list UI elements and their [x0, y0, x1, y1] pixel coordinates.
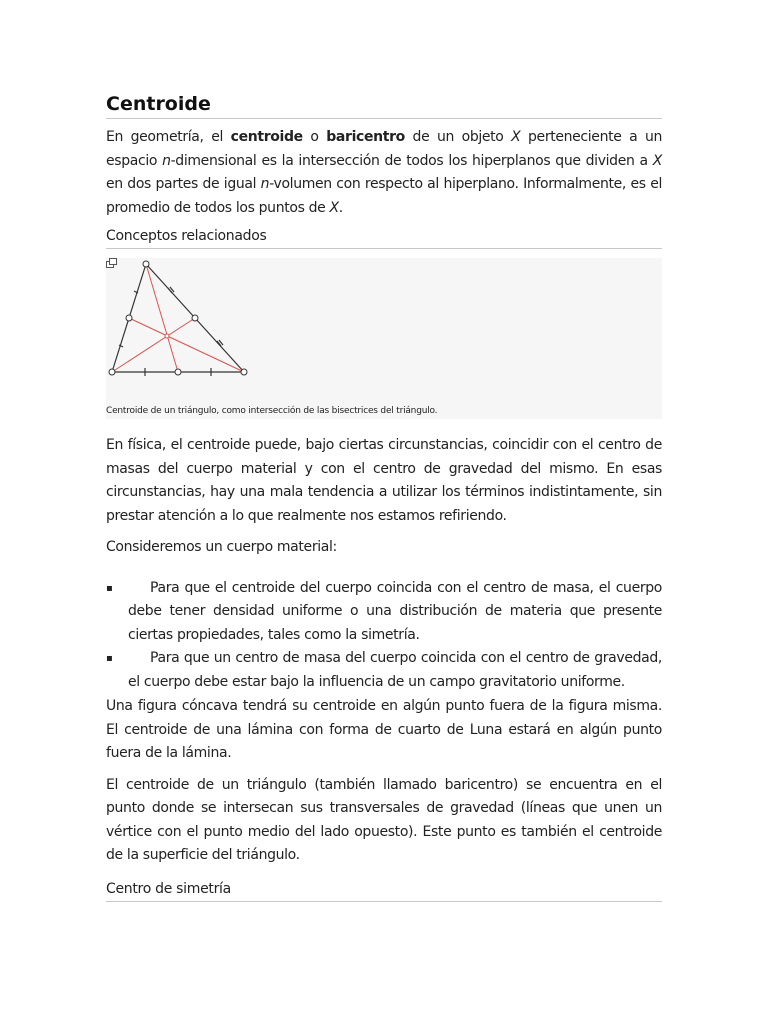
paragraph-consideremos: Consideremos un cuerpo material: — [106, 539, 337, 555]
magnify-icon[interactable] — [106, 258, 118, 268]
article — [106, 90, 662, 902]
bullet-list — [106, 577, 662, 695]
intro-paragraph: En geometría, el centroide o baricentro de un objeto X perteneciente a un espacio n-dimensional es la intersección de todos los hiperplanos que dividen a X en dos partes de igual n-volumen con respecto al hiperplano. Informalmente, es el promedio de todos los puntos de X. — [106, 129, 663, 216]
centroid-point — [165, 334, 169, 338]
median-a — [146, 264, 178, 372]
triangle-diagram — [106, 258, 662, 419]
list-item: ▪ Para que el centroide del cuerpo coincida con el centro de masa, el cuerpo debe tener densidad uniforme o una distribución de materia que presente ciertas propiedades, tales como la simetría. — [106, 577, 662, 648]
median-c — [129, 318, 244, 372]
term-baricentro: baricentro — [326, 129, 405, 145]
vertex-point — [109, 369, 115, 375]
paragraph-triangulo: El centroide de un triángulo (también llamado baricentro) se encuentra en el punto donde se intersecan sus transversales de gravedad (líneas que unen un vértice con el punto medio del lado opuesto). Este punto es también el centroide de la superficie del triángulo. — [106, 776, 662, 863]
bullet-icon: ▪ — [106, 582, 113, 594]
median-b — [112, 318, 195, 372]
figure-caption: Centroide de un triángulo, como intersección de las bisectrices del triángulo. — [106, 406, 438, 416]
midpoint-point — [192, 315, 198, 321]
vertex-point — [143, 261, 149, 267]
section-heading-simetria: Centro de simetría — [106, 879, 662, 902]
paragraph-concava: Una figura cóncava tendrá su centroide en algún punto fuera de la figura misma. El centroide de una lámina con forma de cuarto de Luna estará en algún punto fuera de la lámina. — [106, 698, 662, 761]
paragraph-fisica: En física, el centroide puede, bajo ciertas circunstancias, coincidir con el centro de masas del cuerpo material y con el centro de gravedad del mismo. En esas circunstancias, hay una mala tendencia a utilizar los términos indistintamente, sin prestar atención a lo que realmente nos estamos refiriendo. — [106, 437, 662, 524]
page-title: Centroide — [106, 90, 662, 119]
term-centroide: centroide — [230, 129, 303, 145]
midpoint-point — [126, 315, 132, 321]
midpoint-point — [175, 369, 181, 375]
bullet-icon: ▪ — [106, 653, 113, 664]
section-heading-conceptos: Conceptos relacionados — [106, 226, 662, 249]
vertex-point — [241, 369, 247, 375]
list-item: ▪ Para que un centro de masa del cuerpo coincida con el centro de gravedad, el cuerpo debe estar bajo la influencia de un campo gravitatorio uniforme. — [106, 647, 662, 694]
centroid-figure — [106, 258, 662, 419]
